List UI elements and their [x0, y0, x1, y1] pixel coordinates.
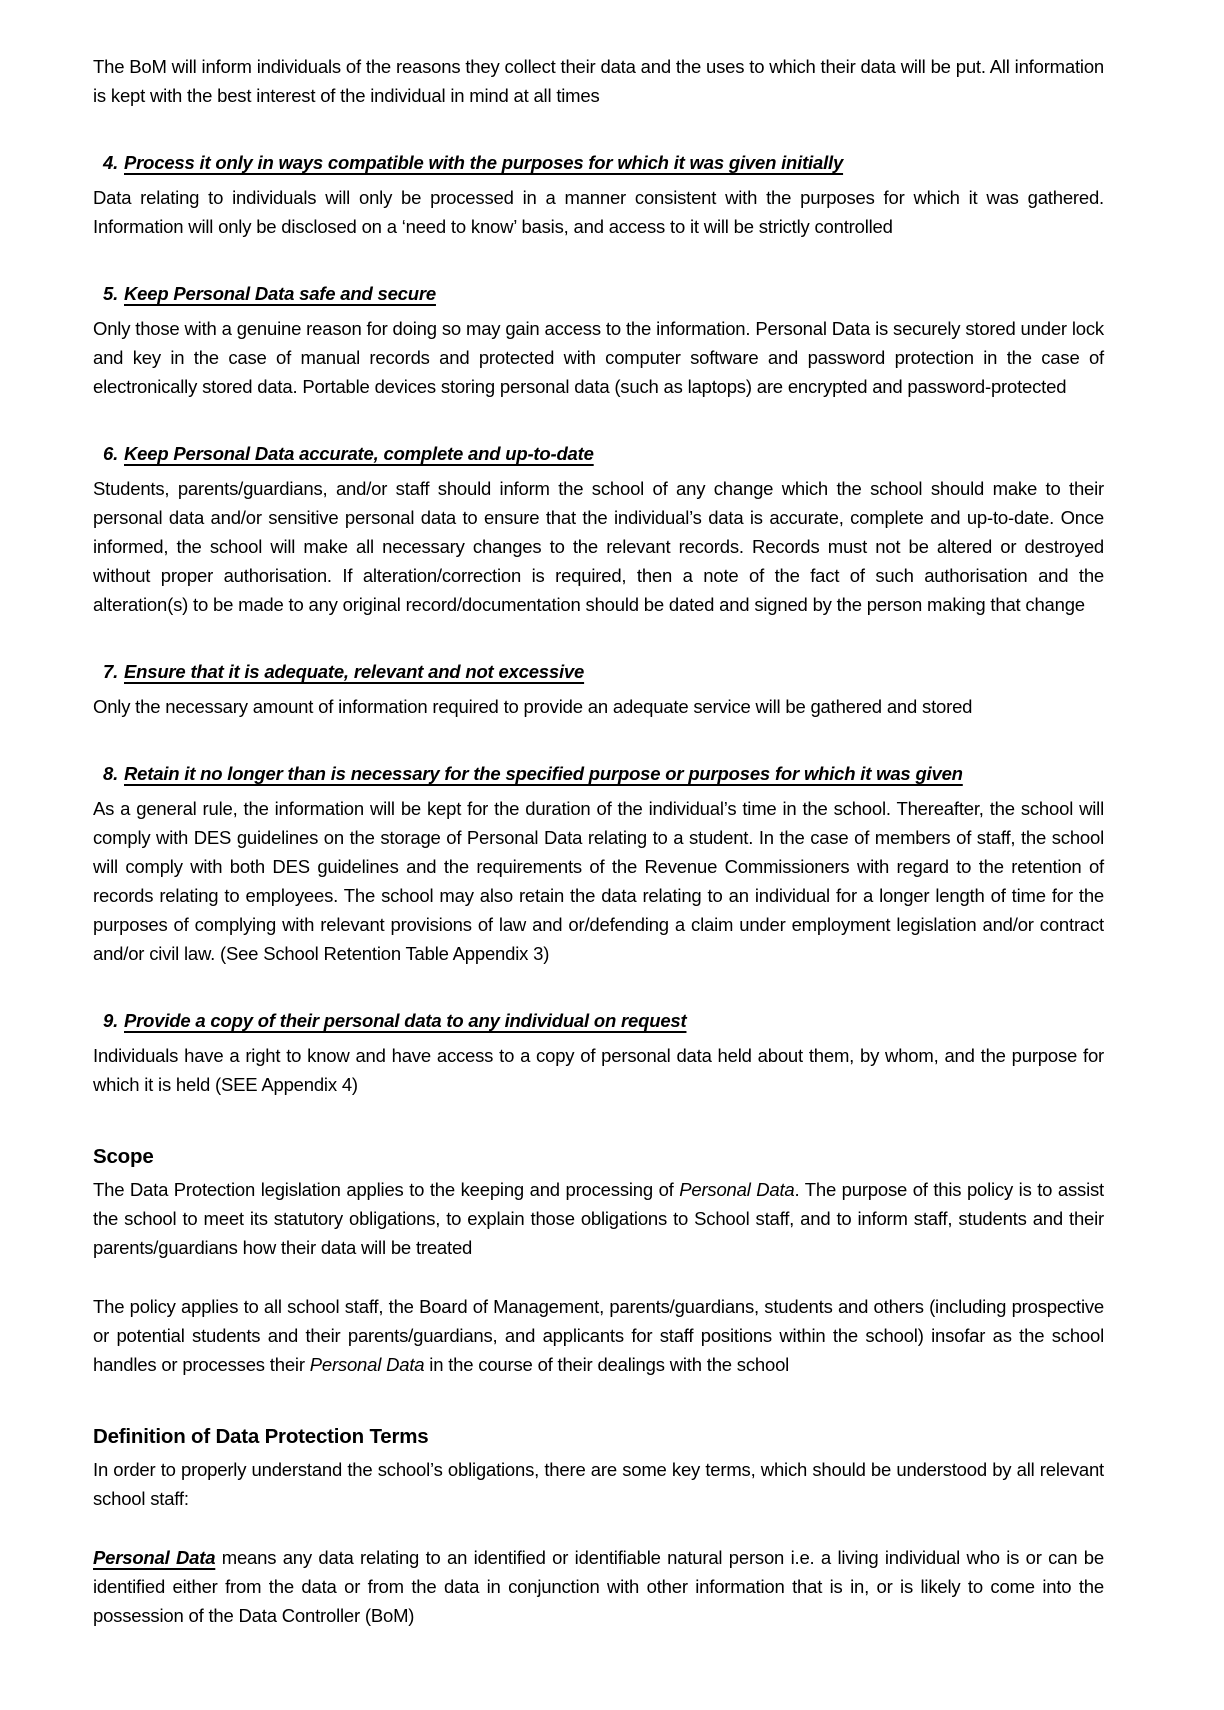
scope-heading: Scope	[93, 1145, 154, 1168]
principle-item-7	[93, 659, 1104, 721]
principle-title: Ensure that it is adequate, relevant and not excessive	[124, 661, 585, 682]
principle-title: Provide a copy of their personal data to any individual on request	[124, 1010, 687, 1031]
personal-data-definition	[93, 1543, 1104, 1630]
principle-body: Only the necessary amount of information required to provide an adequate service will be gathered and stored	[93, 696, 973, 717]
text-run: in the course of their dealings with the school	[424, 1354, 790, 1375]
definitions-section	[93, 1423, 1104, 1630]
principle-item-9	[93, 1008, 1104, 1099]
term-personal-data: Personal Data	[309, 1354, 425, 1375]
principle-number: 9.	[103, 1010, 119, 1031]
scope-paragraph-2	[93, 1292, 1104, 1379]
principle-item-5	[93, 281, 1104, 401]
principle-body: Students, parents/guardians, and/or staff should inform the school of any change which the school should make to their personal data and/or sensitive personal data to ensure that the individual’s data is accurate, complete and up-to-date. Once informed, the school will make all necessary changes to the relevant records. Records must not be altered or destroyed without proper authorisation. If alteration/correction is required, then a note of the fact of such authorisation and the alteration(s) to be made to any original record/documentation should be dated and signed by the person making that change	[93, 478, 1104, 615]
principle-item-6	[93, 441, 1104, 619]
principle-heading	[93, 1008, 1104, 1034]
principle-heading	[93, 659, 1104, 685]
definitions-heading: Definition of Data Protection Terms	[93, 1425, 429, 1448]
term-personal-data: Personal Data	[679, 1179, 795, 1200]
principle-heading	[93, 761, 1104, 787]
principle-body: As a general rule, the information will be kept for the duration of the individual’s time in the school. Thereafter, the school will comply with DES guidelines on the storage of Personal Data relating to a student. In the case of members of staff, the school will comply with both DES guidelines and the requirements of the Revenue Commissioners with regard to the retention of records relating to employees. The school may also retain the data relating to an individual for a longer length of time for the purposes of complying with relevant provisions of law and or/defending a claim under employment legislation and/or contract and/or civil law. (See School Retention Table Appendix 3)	[93, 798, 1104, 964]
principle-item-8	[93, 761, 1104, 968]
principle-number: 6.	[103, 443, 119, 464]
principle-number: 4.	[103, 152, 119, 173]
defined-term-personal-data: Personal Data	[93, 1547, 216, 1568]
principle-title: Retain it no longer than is necessary for the specified purpose or purposes for which it was given	[124, 763, 963, 784]
text-run: The policy applies to all school staff, the Board of Management, parents/guardians, students and others (including prospective or potential students and their parents/guardians, and applicants for staff positions within the school) insofar as the school handles or processes their	[93, 1296, 1104, 1375]
principle-heading	[93, 281, 1104, 307]
text-run: means any data relating to an identified or identifiable natural person i.e. a living individual who is or can be identified either from the data or from the data in conjunction with other information that is in, or is likely to come into the possession of the Data Controller (BoM)	[93, 1547, 1104, 1626]
intro-paragraph: The BoM will inform individuals of the reasons they collect their data and the uses to which their data will be put. All information is kept with the best interest of the individual in mind at all times	[93, 56, 1104, 106]
principle-heading	[93, 150, 1104, 176]
principle-body: Data relating to individuals will only be processed in a manner consistent with the purposes for which it was gathered. Information will only be disclosed on a ‘need to know’ basis, and access to it will be strictly controlled	[93, 187, 1104, 237]
principle-title: Keep Personal Data accurate, complete and up-to-date	[124, 443, 594, 464]
definitions-intro: In order to properly understand the school’s obligations, there are some key terms, which should be understood by all relevant school staff:	[93, 1459, 1104, 1509]
principle-body: Individuals have a right to know and have access to a copy of personal data held about them, by whom, and the purpose for which it is held (SEE Appendix 4)	[93, 1045, 1104, 1095]
text-run: . The purpose of this policy is to assist the school to meet its statutory obligations, to explain those obligations to School staff, and to inform staff, students and their parents/guardians how their data will be treated	[93, 1179, 1104, 1258]
principles-list	[93, 150, 1104, 1099]
text-run: The Data Protection legislation applies to the keeping and processing of	[93, 1179, 680, 1200]
principle-number: 7.	[103, 661, 119, 682]
principle-item-4	[93, 150, 1104, 241]
scope-paragraph-1	[93, 1175, 1104, 1262]
principle-title: Process it only in ways compatible with the purposes for which it was given initially	[124, 152, 844, 173]
principle-title: Keep Personal Data safe and secure	[124, 283, 436, 304]
scope-section	[93, 1143, 1104, 1379]
principle-heading	[93, 441, 1104, 467]
principle-number: 8.	[103, 763, 119, 784]
principle-number: 5.	[103, 283, 119, 304]
principle-body: Only those with a genuine reason for doing so may gain access to the information. Personal Data is securely stored under lock and key in the case of manual records and protected with computer software and password protection in the case of electronically stored data. Portable devices storing personal data (such as laptops) are encrypted and password-protected	[93, 318, 1104, 397]
